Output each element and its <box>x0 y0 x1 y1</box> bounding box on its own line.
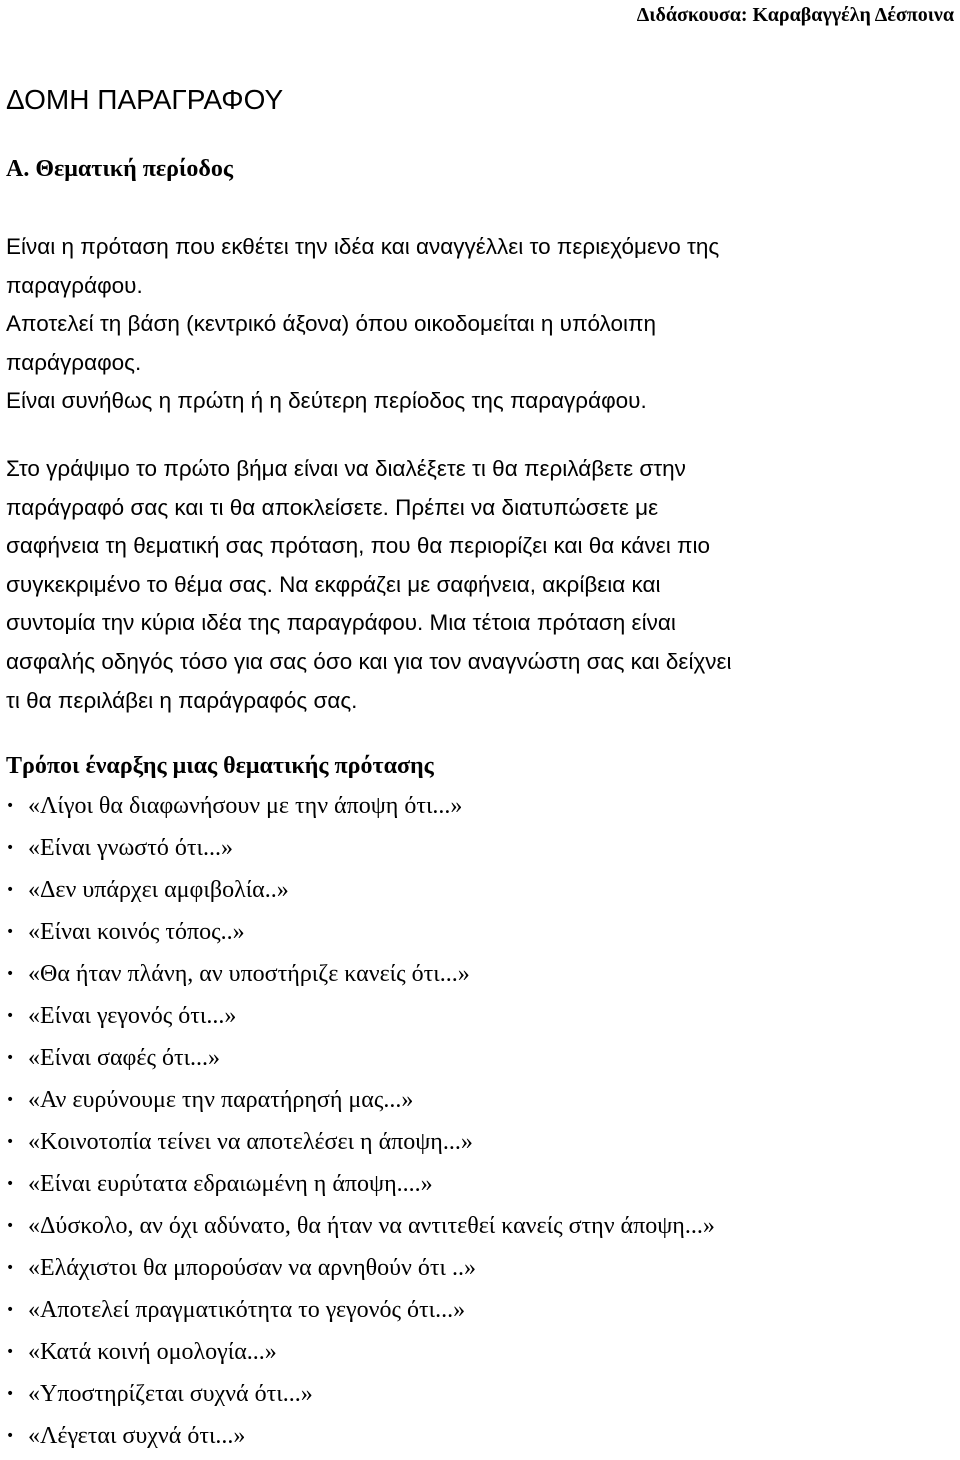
paragraph-line: ασφαλής οδηγός τόσο για σας όσο και για τον αναγνώστη σας και δείχνει <box>6 648 732 674</box>
paragraph-line: σαφήνεια τη θεματική σας πρόταση, που θα περιορίζει και θα κάνει πιο <box>6 533 711 559</box>
definition-line: Είναι η πρόταση που εκθέτει την ιδέα και αναγγέλλει το περιεχόμενο της <box>6 234 720 259</box>
list-item <box>4 1082 715 1124</box>
list-item-text: «Αποτελεί πραγματικότητα το γεγονός ότι...» <box>28 1297 466 1323</box>
list-item <box>4 1334 715 1376</box>
list-item <box>4 1418 715 1460</box>
list-item <box>4 1124 715 1166</box>
bullet-icon: • <box>6 1050 15 1066</box>
bullet-icon: • <box>6 966 15 982</box>
bullet-icon: • <box>6 882 15 898</box>
list-item-text: «Είναι γεγονός ότι...» <box>28 1003 237 1029</box>
list-item <box>4 1250 715 1292</box>
section-heading: Α. Θεματική περίοδος <box>6 156 233 182</box>
explanation-paragraph <box>6 450 956 720</box>
definition-line: παράγραφος. <box>6 349 142 375</box>
paragraph-line: παράγραφό σας και τι θα αποκλείσετε. Πρέπει να διατυπώσετε με <box>6 494 659 520</box>
bullet-icon: • <box>6 798 15 814</box>
list-item <box>4 872 715 914</box>
bullet-icon: • <box>6 1008 15 1024</box>
list-item <box>4 956 715 998</box>
list-item-text: «Δεν υπάρχει αμφιβολία..» <box>28 877 289 903</box>
bullet-icon: • <box>6 1134 15 1150</box>
list-item <box>4 998 715 1040</box>
list-item-text: «Λίγοι θα διαφωνήσουν με την άποψη ότι...» <box>28 793 463 819</box>
definition-block <box>6 228 956 421</box>
bullet-icon: • <box>6 1428 15 1444</box>
bullet-icon: • <box>6 1176 15 1192</box>
openers-heading: Τρόποι έναρξης μιας θεματικής πρότασης <box>6 753 434 779</box>
list-item <box>4 1292 715 1334</box>
list-item-text: «Είναι γνωστό ότι...» <box>28 835 233 861</box>
list-item-text: «Είναι ευρύτατα εδραιωμένη η άποψη....» <box>28 1171 433 1197</box>
definition-line: Είναι συνήθως η πρώτη ή η δεύτερη περίοδος της παραγράφου. <box>6 388 647 413</box>
list-item <box>4 1040 715 1082</box>
paragraph-line: Στο γράψιμο το πρώτο βήμα είναι να διαλέξετε τι θα περιλάβετε στην <box>6 456 686 481</box>
list-item-text: «Είναι σαφές ότι...» <box>28 1045 221 1071</box>
list-item <box>4 1208 715 1250</box>
list-item-text: «Αν ευρύνουμε την παρατήρησή μας...» <box>28 1087 414 1113</box>
list-item-text: «Κοινοτοπία τείνει να αποτελέσει η άποψη...» <box>28 1129 473 1155</box>
list-item-text: «Κατά κοινή ομολογία...» <box>28 1339 277 1365</box>
page-title: ΔΟΜΗ ΠΑΡΑΓΡΑΦΟΥ <box>6 84 284 115</box>
list-item <box>4 1166 715 1208</box>
bullet-icon: • <box>6 1092 15 1108</box>
list-item <box>4 1376 715 1418</box>
bullet-icon: • <box>6 840 15 856</box>
definition-line: παραγράφου. <box>6 272 143 298</box>
list-item-text: «Ελάχιστοι θα μπορούσαν να αρνηθούν ότι ..» <box>28 1255 477 1281</box>
bullet-icon: • <box>6 1218 15 1234</box>
author-header: Διδάσκουσα: Καραβαγγέλη Δέσποινα <box>636 4 954 26</box>
paragraph-line: συγκεκριμένο το θέμα σας. Να εκφράζει με σαφήνεια, ακρίβεια και <box>6 571 661 597</box>
paragraph-line: τι θα περιλάβει η παράγραφός σας. <box>6 687 358 713</box>
bullet-icon: • <box>6 1302 15 1318</box>
definition-line: Αποτελεί τη βάση (κεντρικό άξονα) όπου οικοδομείται η υπόλοιπη <box>6 311 657 336</box>
bullet-icon: • <box>6 924 15 940</box>
list-item <box>4 914 715 956</box>
list-item-text: «Θα ήταν πλάνη, αν υποστήριζε κανείς ότι...» <box>28 961 470 987</box>
openers-list <box>4 788 715 1460</box>
list-item-text: «Υποστηρίζεται συχνά ότι...» <box>28 1381 313 1407</box>
paragraph-line: συντομία την κύρια ιδέα της παραγράφου. Μια τέτοια πρόταση είναι <box>6 610 676 636</box>
list-item <box>4 830 715 872</box>
list-item-text: «Λέγεται συχνά ότι...» <box>28 1423 246 1449</box>
bullet-icon: • <box>6 1344 15 1360</box>
list-item <box>4 788 715 830</box>
bullet-icon: • <box>6 1386 15 1402</box>
list-item-text: «Δύσκολο, αν όχι αδύνατο, θα ήταν να αντιτεθεί κανείς στην άποψη...» <box>28 1213 715 1239</box>
list-item-text: «Είναι κοινός τόπος..» <box>28 919 245 945</box>
bullet-icon: • <box>6 1260 15 1276</box>
